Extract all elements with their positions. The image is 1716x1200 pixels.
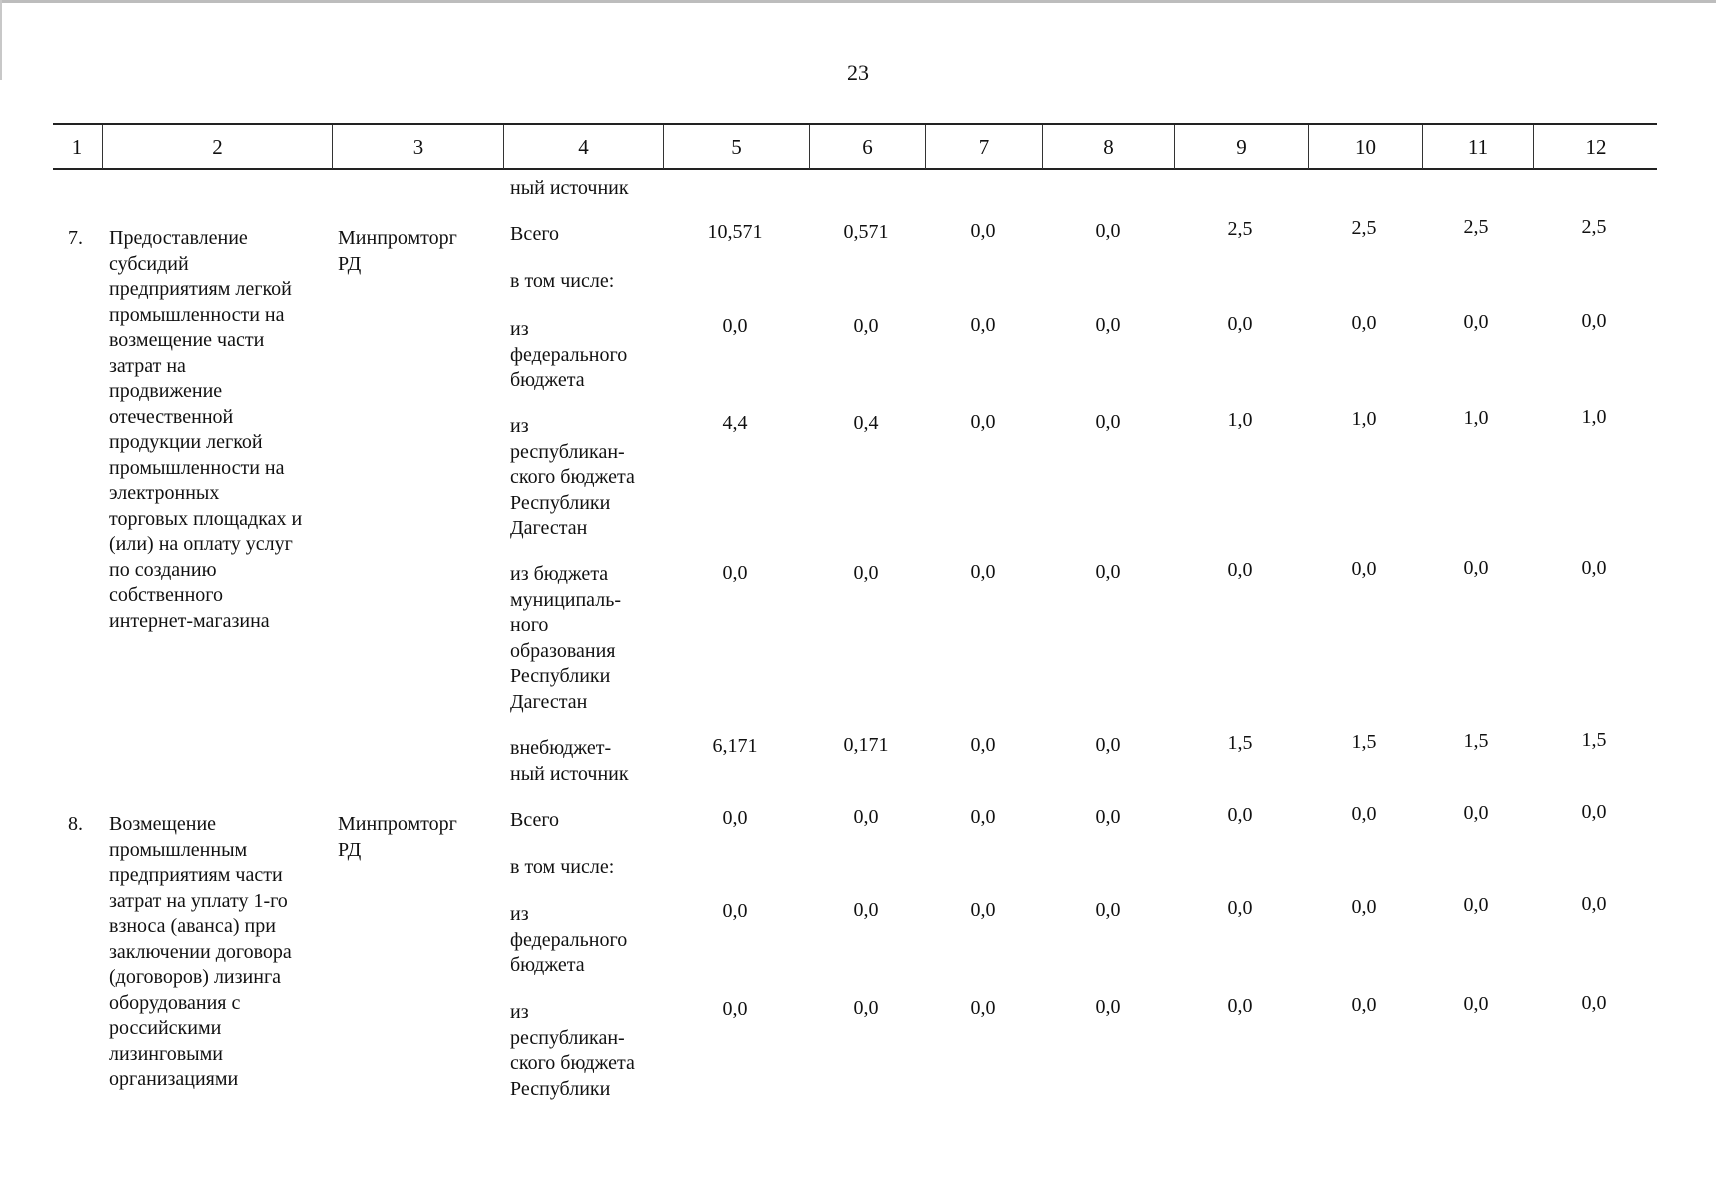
value-col-8: 0,0 — [1095, 411, 1121, 433]
value-col-10: 0,0 — [1351, 896, 1377, 918]
value-col-5: 4,4 — [722, 412, 748, 434]
header-col-12: 12 — [1533, 125, 1658, 169]
header-col-2: 2 — [102, 125, 332, 169]
item-executor: Минпромторг РД — [338, 227, 457, 275]
header-col-10: 10 — [1308, 125, 1422, 169]
value-col-7: 0,0 — [970, 411, 996, 433]
value-col-12: 1,0 — [1581, 406, 1607, 428]
value-col-6: 0,0 — [853, 899, 879, 921]
value-col-7: 0,0 — [970, 734, 996, 756]
header-col-6: 6 — [809, 125, 925, 169]
item-number: 7. — [68, 227, 83, 249]
header-col-5: 5 — [663, 125, 809, 169]
value-col-12: 0,0 — [1581, 310, 1607, 332]
value-col-9: 0,0 — [1227, 313, 1253, 335]
value-col-11: 0,0 — [1463, 894, 1489, 916]
value-col-8: 0,0 — [1095, 996, 1121, 1018]
value-col-8: 0,0 — [1095, 734, 1121, 756]
value-col-10: 1,0 — [1351, 408, 1377, 430]
value-col-7: 0,0 — [970, 806, 996, 828]
source-label-republican: из республикан- ского бюджета Республики — [510, 1001, 635, 1100]
value-col-6: 0,4 — [853, 412, 879, 434]
value-col-11: 0,0 — [1463, 802, 1489, 824]
value-col-6: 0,0 — [853, 315, 879, 337]
header-col-8: 8 — [1042, 125, 1174, 169]
item-number: 8. — [68, 813, 83, 835]
header-col-4: 4 — [503, 125, 663, 169]
value-col-11: 1,0 — [1463, 407, 1489, 429]
header-col-11: 11 — [1422, 125, 1533, 169]
value-col-5: 6,171 — [712, 735, 758, 757]
value-col-6: 0,0 — [853, 806, 879, 828]
source-label-republican: из республикан- ского бюджета Республики Дагестан — [510, 415, 635, 539]
value-col-7: 0,0 — [970, 561, 996, 583]
value-col-12: 0,0 — [1581, 992, 1607, 1014]
value-col-8: 0,0 — [1095, 561, 1121, 583]
value-col-10: 0,0 — [1351, 558, 1377, 580]
item-description: Возмещение промышленным предприятиям части затрат на уплату 1-го взноса (аванса) при заключении договора (договоров) лизинга оборудования с российскими лизинговыми организациями — [109, 813, 292, 1090]
value-col-7: 0,0 — [970, 997, 996, 1019]
value-col-10: 0,0 — [1351, 994, 1377, 1016]
value-col-10: 0,0 — [1351, 312, 1377, 334]
value-col-12: 2,5 — [1581, 216, 1607, 238]
value-col-10: 2,5 — [1351, 217, 1377, 239]
value-col-6: 0,0 — [853, 562, 879, 584]
source-label-federal: из федерального бюджета — [510, 318, 628, 391]
value-col-5: 0,0 — [722, 998, 748, 1020]
header-col-7: 7 — [925, 125, 1042, 169]
source-label-total: Всего — [510, 809, 560, 831]
value-col-11: 0,0 — [1463, 557, 1489, 579]
value-col-7: 0,0 — [970, 314, 996, 336]
value-col-10: 1,5 — [1351, 731, 1377, 753]
source-label-total: Всего — [510, 223, 560, 245]
value-col-7: 0,0 — [970, 220, 996, 242]
value-col-12: 0,0 — [1581, 801, 1607, 823]
value-col-9: 0,0 — [1227, 559, 1253, 581]
source-label-including: в том числе: — [510, 856, 615, 878]
value-col-6: 0,0 — [853, 997, 879, 1019]
value-col-5: 0,0 — [722, 807, 748, 829]
value-col-8: 0,0 — [1095, 314, 1121, 336]
scan-edge-top — [0, 0, 1716, 3]
header-col-9: 9 — [1174, 125, 1308, 169]
value-col-6: 0,571 — [843, 221, 889, 243]
value-col-10: 0,0 — [1351, 803, 1377, 825]
source-label-federal: из федерального бюджета — [510, 903, 628, 976]
value-col-8: 0,0 — [1095, 806, 1121, 828]
value-col-6: 0,171 — [843, 734, 889, 756]
source-label-extrabudget: внебюджет- ный источник — [510, 737, 629, 785]
value-col-5: 0,0 — [722, 562, 748, 584]
value-col-9: 0,0 — [1227, 995, 1253, 1017]
source-label-including: в том числе: — [510, 270, 615, 292]
value-col-12: 1,5 — [1581, 729, 1607, 751]
value-col-5: 10,571 — [707, 221, 763, 243]
value-col-7: 0,0 — [970, 899, 996, 921]
value-col-5: 0,0 — [722, 315, 748, 337]
carry-over-source-label: ный источник — [510, 177, 629, 199]
item-executor: Минпромторг РД — [338, 813, 457, 861]
value-col-5: 0,0 — [722, 900, 748, 922]
item-description: Предоставление субсидий предприятиям легкой промышленности на возмещение части затрат на продвижение отечественной продукции легкой промышленности на электронных торговых площадках и (или) на оплату услуг по созданию собственного интернет-магазина — [109, 227, 303, 632]
value-col-8: 0,0 — [1095, 220, 1121, 242]
header-col-1: 1 — [71, 134, 83, 159]
value-col-9: 0,0 — [1227, 897, 1253, 919]
value-col-9: 1,5 — [1227, 732, 1253, 754]
value-col-9: 2,5 — [1227, 218, 1253, 240]
value-col-8: 0,0 — [1095, 899, 1121, 921]
value-col-9: 0,0 — [1227, 804, 1253, 826]
value-col-11: 1,5 — [1463, 730, 1489, 752]
value-col-12: 0,0 — [1581, 557, 1607, 579]
page-number: 23 — [847, 60, 869, 85]
value-col-9: 1,0 — [1227, 409, 1253, 431]
source-label-municipal: из бюджета муниципаль- ного образования Республики Дагестан — [510, 563, 621, 713]
value-col-11: 2,5 — [1463, 216, 1489, 238]
value-col-11: 0,0 — [1463, 311, 1489, 333]
value-col-12: 0,0 — [1581, 893, 1607, 915]
header-col-3: 3 — [332, 125, 503, 169]
value-col-11: 0,0 — [1463, 993, 1489, 1015]
